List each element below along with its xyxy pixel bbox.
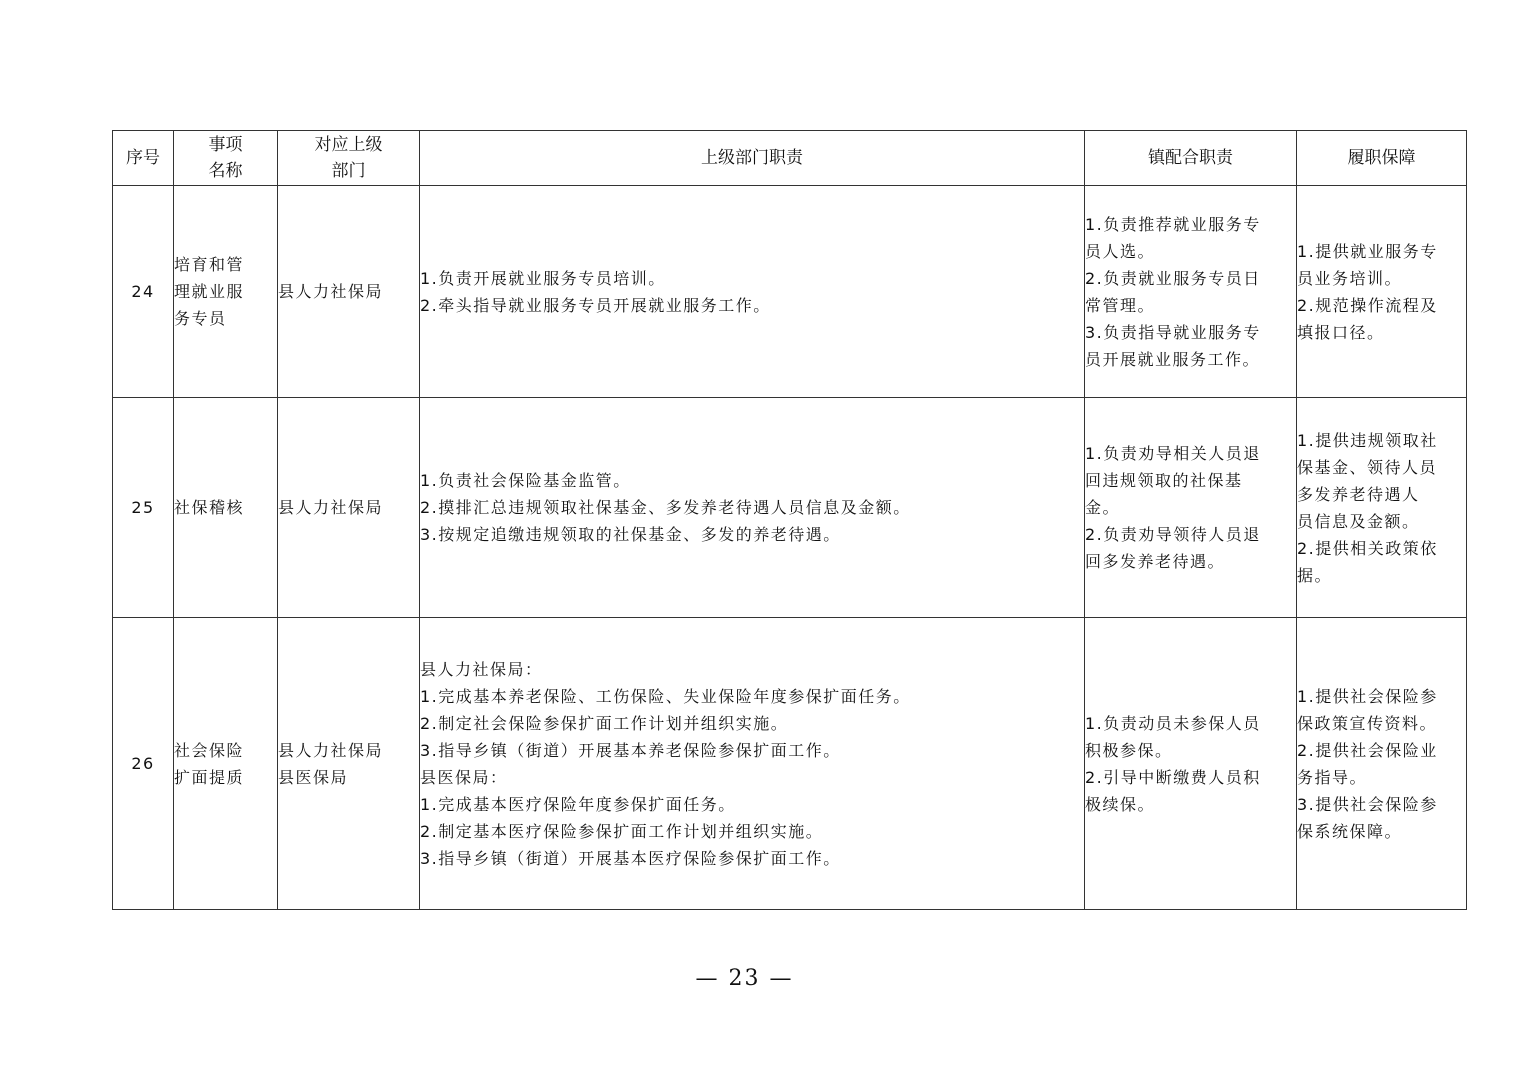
cell-guarantee bbox=[1297, 186, 1467, 398]
header-superior-dept bbox=[278, 131, 420, 186]
text-line: 保基金、领待人员 bbox=[1297, 457, 1438, 477]
text-line: 1.负责动员未参保人员 bbox=[1085, 713, 1261, 733]
header-line: 序号 bbox=[126, 148, 160, 168]
cell-superior-dept bbox=[278, 398, 420, 618]
text-line: 1.提供违规领取社 bbox=[1297, 430, 1438, 450]
header-town-duty bbox=[1085, 131, 1297, 186]
header-item-name bbox=[174, 131, 278, 186]
cell-superior-duty bbox=[420, 186, 1085, 398]
header-guarantee bbox=[1297, 131, 1467, 186]
cell-town-duty bbox=[1085, 186, 1297, 398]
cell-superior-dept bbox=[278, 618, 420, 910]
text-line: 县医保局： bbox=[420, 767, 508, 787]
header-line: 履职保障 bbox=[1347, 148, 1416, 168]
cell-seq: 24 bbox=[113, 186, 174, 398]
header-line: 上级部门职责 bbox=[701, 148, 803, 168]
page-number: — 23 — bbox=[695, 966, 794, 991]
text-line: 回多发养老待遇。 bbox=[1085, 552, 1226, 571]
text-line: 理就业服 bbox=[174, 282, 245, 301]
text-line: 1.完成基本养老保险、工伤保险、失业保险年度参保扩面任务。 bbox=[420, 686, 911, 706]
text-line: 多发养老待遇人 bbox=[1297, 484, 1420, 504]
text-line: 员人选。 bbox=[1085, 241, 1156, 261]
text-line: 1.完成基本医疗保险年度参保扩面任务。 bbox=[420, 794, 736, 814]
text-line: 员开展就业服务工作。 bbox=[1085, 349, 1261, 369]
header-superior-duty bbox=[420, 131, 1085, 186]
text-line: 3.按规定追缴违规领取的社保基金、多发的养老待遇。 bbox=[420, 525, 841, 544]
cell-item-name bbox=[174, 618, 278, 910]
text-line: 务专员 bbox=[174, 309, 227, 328]
text-line: 保系统保障。 bbox=[1297, 821, 1403, 841]
text-line: 常管理。 bbox=[1085, 295, 1156, 315]
text-line: 1.负责劝导相关人员退 bbox=[1085, 444, 1261, 463]
text-line: 务指导。 bbox=[1297, 767, 1368, 787]
text-line: 2.牵头指导就业服务专员开展就业服务工作。 bbox=[420, 295, 771, 315]
text-line: 2.制定基本医疗保险参保扩面工作计划并组织实施。 bbox=[420, 821, 824, 841]
text-line: 2.制定社会保险参保扩面工作计划并组织实施。 bbox=[420, 713, 789, 733]
text-line: 2.提供社会保险业 bbox=[1297, 740, 1438, 760]
text-line: 3.负责指导就业服务专 bbox=[1085, 322, 1261, 342]
cell-town-duty bbox=[1085, 618, 1297, 910]
text-line: 据。 bbox=[1297, 565, 1333, 585]
cell-seq: 26 bbox=[113, 618, 174, 910]
text-line: 县人力社保局 bbox=[278, 282, 384, 301]
text-line: 员业务培训。 bbox=[1297, 268, 1403, 288]
text-line: 回违规领取的社保基 bbox=[1085, 471, 1243, 490]
text-line: 1.负责开展就业服务专员培训。 bbox=[420, 268, 666, 288]
cell-superior-dept bbox=[278, 186, 420, 398]
text-line: 培育和管 bbox=[174, 255, 245, 274]
text-line: 金。 bbox=[1085, 498, 1121, 517]
cell-guarantee bbox=[1297, 398, 1467, 618]
header-line: 对应上级 bbox=[314, 135, 383, 155]
text-line: 1.提供社会保险参 bbox=[1297, 686, 1438, 706]
text-line: 填报口径。 bbox=[1297, 322, 1385, 342]
cell-superior-duty bbox=[420, 618, 1085, 910]
text-line: 2.规范操作流程及 bbox=[1297, 295, 1438, 315]
text-line: 积极参保。 bbox=[1085, 740, 1173, 760]
text-line: 县人力社保局 bbox=[278, 498, 384, 517]
text-line: 1.负责社会保险基金监管。 bbox=[420, 471, 631, 490]
text-line: 县人力社保局 bbox=[278, 740, 384, 760]
table-row bbox=[113, 398, 1467, 618]
text-line: 1.提供就业服务专 bbox=[1297, 241, 1438, 261]
text-line: 保政策宣传资料。 bbox=[1297, 713, 1438, 733]
cell-item-name bbox=[174, 186, 278, 398]
table-row bbox=[113, 618, 1467, 910]
header-line: 镇配合职责 bbox=[1148, 148, 1233, 168]
header-line: 事项 bbox=[208, 135, 243, 155]
cell-item-name bbox=[174, 398, 278, 618]
cell-town-duty bbox=[1085, 398, 1297, 618]
header-line: 部门 bbox=[331, 161, 366, 181]
text-line: 2.负责就业服务专员日 bbox=[1085, 268, 1261, 288]
text-line: 2.负责劝导领待人员退 bbox=[1085, 525, 1261, 544]
text-line: 县医保局 bbox=[278, 767, 349, 787]
cell-superior-duty bbox=[420, 398, 1085, 618]
text-line: 极续保。 bbox=[1085, 794, 1156, 814]
text-line: 3.指导乡镇（街道）开展基本养老保险参保扩面工作。 bbox=[420, 740, 841, 760]
table-header-row bbox=[113, 131, 1467, 186]
text-line: 员信息及金额。 bbox=[1297, 511, 1420, 531]
text-line: 2.引导中断缴费人员积 bbox=[1085, 767, 1261, 787]
cell-guarantee bbox=[1297, 618, 1467, 910]
header-line: 名称 bbox=[208, 161, 243, 181]
cell-seq: 25 bbox=[113, 398, 174, 618]
text-line: 1.负责推荐就业服务专 bbox=[1085, 214, 1261, 234]
text-line: 社保稽核 bbox=[174, 498, 245, 517]
responsibility-table bbox=[112, 130, 1467, 910]
text-line: 县人力社保局： bbox=[420, 659, 543, 679]
text-line: 2.提供相关政策依 bbox=[1297, 538, 1438, 558]
text-line: 扩面提质 bbox=[174, 767, 245, 787]
text-line: 社会保险 bbox=[174, 740, 245, 760]
text-line: 3.指导乡镇（街道）开展基本医疗保险参保扩面工作。 bbox=[420, 848, 841, 868]
header-seq bbox=[113, 131, 174, 186]
text-line: 3.提供社会保险参 bbox=[1297, 794, 1438, 814]
text-line: 2.摸排汇总违规领取社保基金、多发养老待遇人员信息及金额。 bbox=[420, 498, 911, 517]
table-row bbox=[113, 186, 1467, 398]
